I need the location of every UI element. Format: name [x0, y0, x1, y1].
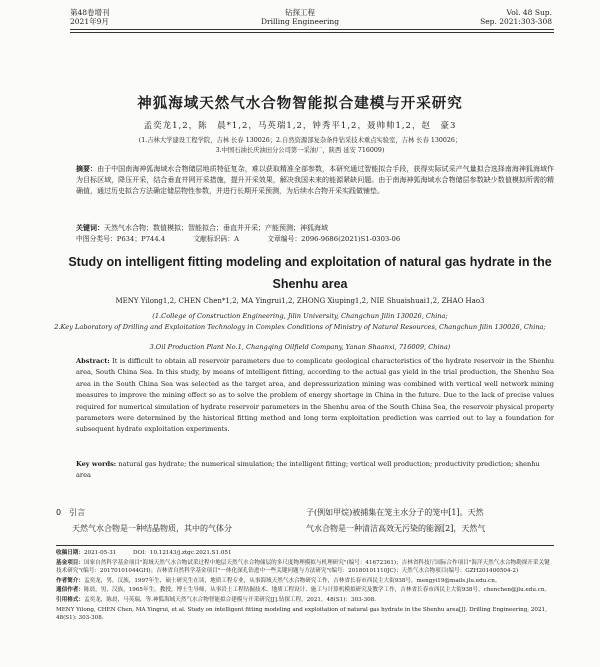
affiliation-cn-2: 3.中国石油长庆油田分公司第一采油厂，陕西 延安 716009): [215, 147, 385, 154]
article-number: 文章编号：2096-9686(2021)S1-0303-06: [267, 235, 401, 243]
footnote-rule: [56, 545, 554, 546]
abstract-cn-label: 摘要：: [76, 164, 98, 173]
abstract-cn: [76, 163, 554, 219]
footnote-citation-en: MENY Yilong, CHEN Chen, MA Yingrui, et al. Study on intelligent fitting modeling and exploitation of natural gas hydrate in the Shenhu area[J]. Drilling Engineering, 2021, 48(S1): 303-308.: [56, 606, 547, 622]
keywords-cn-text: 天然气水合物；数值模拟；智能拟合；垂直井开采；产能预测；神狐海域: [104, 224, 328, 232]
section-title: 引言: [69, 508, 86, 517]
date-en: Sep. 2021:303-308: [480, 17, 552, 26]
body-left-column: [56, 505, 288, 537]
volume-en: Vol. 48 Sup.: [506, 8, 552, 17]
abstract-en: [76, 356, 554, 464]
affiliation-en-3: 3.Oil Production Plant No.1, Changqing Oilfield Company, Yanan Shaanxi, 716009, China): [149, 343, 451, 351]
body-line-right-1: 子(例如甲烷)被捕集在笼主水分子的笼中[1]。天然: [306, 508, 484, 517]
footnote-received: 收稿日期：2021-05-31 DOI：10.12143/j.ztgc.2021.S1.051: [56, 550, 232, 556]
affiliation-en-1: (1.College of Construction Engineering, Jilin University, Changchun Jilin 130026, China;: [152, 312, 448, 320]
footnote-author: 作者简介：孟奕龙，男，汉族，1997年生，硕士研究生在读，地质工程专业，从事海域天然气水合物研究工作，吉林省长春市西民主大街938号，mengyi19@mails.jlu.edu.cn。: [56, 577, 501, 584]
keywords-cn-label: 关键词：: [76, 223, 104, 232]
body-line-right-2: 气水合物是一种清洁高效无污染的能源[2]，天然气: [306, 524, 486, 533]
affiliation-cn-1: (1.吉林大学建设工程学院，吉林 长春 130026；2.自然资源部复杂条件钻采技术重点实验室，吉林 长春 130026；: [138, 137, 462, 144]
journal-cn: 钻探工程: [285, 8, 315, 17]
footnote-corresponding: 通信作者：陈晨，男，汉族，1965年生，教授，博士生导师，从事岩土工程钻掘技术、地质工程设计、施工与计算机模拟研究及教学工作，吉林省长春市西民主大街938号，chenchen@jlu.edu.cn。: [56, 587, 551, 594]
doc-code: 文献标识码：A: [193, 235, 240, 243]
header-rule-thin: [70, 32, 554, 33]
authors-en: MENY Yilong1,2, CHEN Chen*1,2, MA Yingrui1,2, ZHONG Xiuping1,2, NIE Shuaishuai1,2, ZHAO Hao3: [115, 297, 485, 305]
abstract-en-label: Abstract:: [76, 357, 110, 365]
title-cn: 神狐海域天然气水合物智能拟合建模与开采研究: [137, 96, 463, 112]
footnote-citation-cn: 引用格式：孟奕龙，陈晨，马英瑞，等.神狐海域天然气水合物智能拟合建模与开采研究[J].钻探工程，2021，48(S1)：303-308.: [56, 596, 377, 603]
header-rule: [70, 29, 554, 30]
abstract-cn-text: 由于中国南海神狐海域水合物储层地质特征复杂，难以获取精准全部参数，本研究通过智能拟合手段，获得实际试采产气量拟合选择南海神狐海域作为目标区域，降压开采，结合垂直井网开采措施，提升开采效果，解决我国未来的能源紧缺问题。由于南海神狐海域水合物储层参数缺少数值模拟所需的精确值，通过历史拟合方法确定储层物性参数，并进行长期开采预测，为后续水合物开采实践做铺垫。: [76, 165, 555, 195]
classification-cn: [76, 234, 554, 245]
title-en: Study on intelligent fitting modeling and exploitation of natural gas hydrate in the Shenhu area: [68, 255, 552, 291]
keywords-en-text: natural gas hydrate; the numerical simulation; the intelligent fitting; vertical well production; productivity prediction; shenhu area: [76, 460, 540, 480]
footnote-funding: 基金项目：国家自然科学基金项目"海域天然气水合物试采过程中地层天然气水合物储层的多尺度物理模拟与机理研究"(编号：41672361)；吉林省科技厅国际合作项目"海洋天然气水合物勘探开采关键技术研究"(编号：20170101044GH)；吉林省自然科学基金项目"一体化深孔钻进中一些关键问题与方法研究"(编号：20180101110JC)；天然气水合物项目(编号：GZH201400504-2): [56, 559, 550, 575]
abstract-en-text: It is difficult to obtain all reservoir parameters due to complicate geological characteristics of the hydrate reservoir in the Shenhu area, South China Sea. In this study, by means of intelligent fitting, according to the actual gas yield in the trial production, the Shenhu Sea area in the South China Sea was selected as the target area, and depressurization mining was combined with vertical well network mining measures to improve the mining effect so as to solve the problem of energy shortage in China in the future. Due to the lack of precise values required for numerical simulation of hydrate reservoir parameters in the Shenhu area of the South China Sea, the reservoir physical property parameters were determined by the historical fitting method and long term exploitation prediction was carried out to lay a foundation for subsequent hydrate exploitation experiments.: [76, 357, 554, 434]
footnotes: [56, 549, 554, 624]
body-right-column: [306, 505, 554, 537]
keywords-cn: [76, 222, 554, 234]
keywords-en-label: Key words:: [76, 460, 117, 468]
section-heading: [56, 505, 288, 521]
issue-cn: 第48卷增刊: [70, 8, 110, 17]
date-cn: 2021年9月: [70, 17, 109, 26]
section-number: 0: [56, 508, 62, 517]
clc-number: 中图分类号：P634；P744.4: [76, 235, 166, 243]
journal-en: Drilling Engineering: [260, 17, 340, 26]
keywords-en: [76, 459, 554, 482]
affiliation-en-2: 2.Key Laboratory of Drilling and Exploitation Technology in Complex Conditions of Ministry of Natural Resources, Changchun Jilin 130026, China;: [54, 323, 546, 331]
body-paragraph-left: 天然气水合物是一种结晶物质，其中的气体分: [72, 524, 232, 533]
header-right: [480, 8, 552, 26]
authors-cn: 孟奕龙1,2，陈 晨*1,2，马英瑞1,2，钟秀平1,2，聂帅帅1,2，赵 豪3: [143, 121, 457, 131]
